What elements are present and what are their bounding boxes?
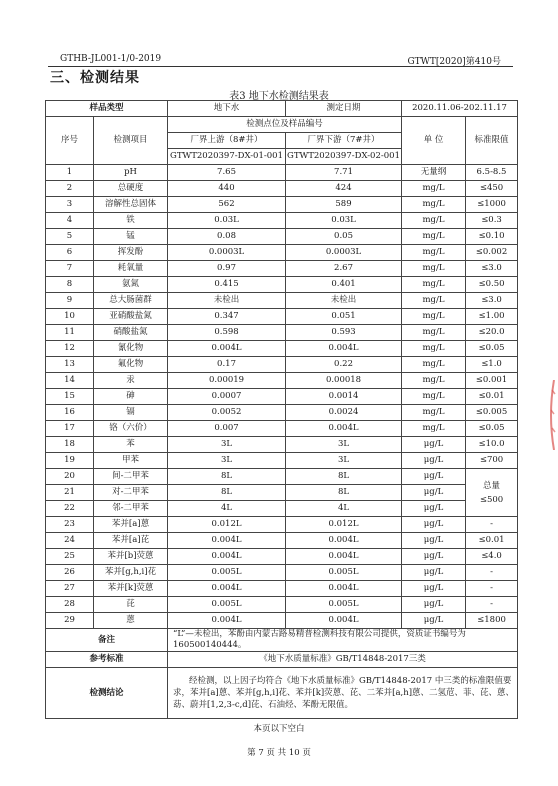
table-row	[46, 325, 518, 341]
row-limit: ≤1.0	[466, 357, 518, 373]
seq-header: 序号	[46, 117, 94, 165]
row-downstream-value: 0.012L	[286, 517, 402, 533]
row-item: 芘	[94, 597, 168, 613]
table-row	[46, 229, 518, 245]
row-unit: mg/L	[402, 197, 466, 213]
row-limit: 6.5-8.5	[466, 165, 518, 181]
limit-header: 标准限值	[466, 117, 518, 165]
row-upstream-value: 3L	[168, 437, 286, 453]
row-number: 21	[46, 485, 94, 501]
row-unit: μg/L	[402, 469, 466, 485]
row-number: 9	[46, 293, 94, 309]
row-unit: μg/L	[402, 501, 466, 517]
row-unit: mg/L	[402, 325, 466, 341]
table-row	[46, 197, 518, 213]
table-row	[46, 501, 518, 517]
table-row	[46, 373, 518, 389]
row-number: 2	[46, 181, 94, 197]
row-downstream-value: 0.0014	[286, 389, 402, 405]
row-item: 苯并[g,h,i]花	[94, 565, 168, 581]
test-date-label: 测定日期	[286, 101, 402, 117]
row-number: 5	[46, 229, 94, 245]
row-item: 甲苯	[94, 453, 168, 469]
conclusion-row	[46, 668, 518, 719]
row-number: 10	[46, 309, 94, 325]
row-upstream-value: 440	[168, 181, 286, 197]
row-limit: ≤450	[466, 181, 518, 197]
row-unit: mg/L	[402, 389, 466, 405]
row-unit: mg/L	[402, 229, 466, 245]
row-downstream-value: 3L	[286, 437, 402, 453]
report-number: GTWT[2020]第410号	[407, 57, 501, 67]
row-number: 28	[46, 597, 94, 613]
row-downstream-value: 8L	[286, 485, 402, 501]
page-number: 第 7 页 共 10 页	[247, 748, 311, 758]
row-limit: ≤0.10	[466, 229, 518, 245]
item-header: 检测项目	[94, 117, 168, 165]
sample-type-row	[46, 101, 518, 117]
row-downstream-value: 0.0024	[286, 405, 402, 421]
table-row	[46, 357, 518, 373]
row-unit: mg/L	[402, 341, 466, 357]
row-number: 14	[46, 373, 94, 389]
row-unit: μg/L	[402, 549, 466, 565]
row-unit: mg/L	[402, 213, 466, 229]
row-downstream-value: 0.004L	[286, 581, 402, 597]
row-number: 4	[46, 213, 94, 229]
row-upstream-value: 0.415	[168, 277, 286, 293]
row-item: 汞	[94, 373, 168, 389]
row-upstream-value: 0.004L	[168, 341, 286, 357]
row-upstream-value: 0.007	[168, 421, 286, 437]
row-unit: mg/L	[402, 245, 466, 261]
row-unit: mg/L	[402, 405, 466, 421]
sample-id-upstream: GTWT2020397-DX-01-001	[168, 149, 286, 165]
row-item: 砷	[94, 389, 168, 405]
row-unit: 无量纲	[402, 165, 466, 181]
row-limit: ≤0.50	[466, 277, 518, 293]
row-upstream-value: 4L	[168, 501, 286, 517]
row-downstream-value: 0.593	[286, 325, 402, 341]
row-number: 18	[46, 437, 94, 453]
table-row	[46, 597, 518, 613]
row-limit: ≤1800	[466, 613, 518, 629]
row-limit: ≤0.002	[466, 245, 518, 261]
blank-below-note: 本页以下空白	[253, 724, 305, 734]
row-unit: μg/L	[402, 597, 466, 613]
row-upstream-value: 0.004L	[168, 533, 286, 549]
sample-id-downstream: GTWT2020397-DX-02-001	[286, 149, 402, 165]
remark-text: “L”—未检出，苯酚由内蒙古路易精普检测科技有限公司提供，资质证书编号为160500140444。	[168, 629, 518, 652]
table-row	[46, 181, 518, 197]
table-row	[46, 421, 518, 437]
table-row	[46, 261, 518, 277]
table-caption: 表3 地下水检测结果表	[229, 91, 329, 102]
row-item: 亚硝酸盐氮	[94, 309, 168, 325]
row-limit: ≤3.0	[466, 261, 518, 277]
row-limit: ≤10.0	[466, 437, 518, 453]
row-item: 总大肠菌群	[94, 293, 168, 309]
section-title: 三、检测结果	[50, 70, 140, 86]
row-unit: mg/L	[402, 373, 466, 389]
row-upstream-value: 0.005L	[168, 565, 286, 581]
row-item: 铁	[94, 213, 168, 229]
row-unit: mg/L	[402, 261, 466, 277]
row-number: 17	[46, 421, 94, 437]
row-upstream-value: 0.004L	[168, 581, 286, 597]
row-number: 8	[46, 277, 94, 293]
row-item: 铬（六价）	[94, 421, 168, 437]
xylene-limit-label: 总量	[483, 480, 501, 491]
row-number: 1	[46, 165, 94, 181]
row-item: 硝酸盐氮	[94, 325, 168, 341]
row-unit: μg/L	[402, 613, 466, 629]
remark-label: 备注	[46, 629, 168, 652]
row-downstream-value: 3L	[286, 453, 402, 469]
row-downstream-value: 0.05	[286, 229, 402, 245]
results-table	[45, 100, 518, 719]
row-number: 15	[46, 389, 94, 405]
row-upstream-value: 0.012L	[168, 517, 286, 533]
table-row	[46, 565, 518, 581]
row-limit: ≤700	[466, 453, 518, 469]
points-header: 检测点位及样品编号	[168, 117, 402, 133]
row-number: 26	[46, 565, 94, 581]
row-number: 13	[46, 357, 94, 373]
row-downstream-value: 0.005L	[286, 565, 402, 581]
row-downstream-value: 未检出	[286, 293, 402, 309]
row-item: 对-二甲苯	[94, 485, 168, 501]
point-downstream: 厂界下游（7#井）	[286, 133, 402, 149]
row-item: 苯并[a]芘	[94, 533, 168, 549]
table-row	[46, 405, 518, 421]
row-number: 11	[46, 325, 94, 341]
table-row	[46, 213, 518, 229]
xylene-total-limit	[466, 469, 518, 517]
sample-type-label: 样品类型	[46, 101, 168, 117]
row-item: 溶解性总固体	[94, 197, 168, 213]
row-limit: ≤0.001	[466, 373, 518, 389]
row-number: 7	[46, 261, 94, 277]
row-downstream-value: 0.0003L	[286, 245, 402, 261]
table-row	[46, 517, 518, 533]
row-upstream-value: 0.97	[168, 261, 286, 277]
row-limit: ≤0.01	[466, 389, 518, 405]
row-number: 16	[46, 405, 94, 421]
table-row	[46, 245, 518, 261]
row-upstream-value: 0.0052	[168, 405, 286, 421]
row-item: 邻-二甲苯	[94, 501, 168, 517]
row-item: 镉	[94, 405, 168, 421]
row-downstream-value: 424	[286, 181, 402, 197]
row-upstream-value: 562	[168, 197, 286, 213]
row-unit: μg/L	[402, 517, 466, 533]
row-item: 挥发酚	[94, 245, 168, 261]
row-downstream-value: 0.004L	[286, 549, 402, 565]
row-downstream-value: 0.004L	[286, 421, 402, 437]
row-downstream-value: 0.401	[286, 277, 402, 293]
row-limit: ≤0.01	[466, 533, 518, 549]
row-unit: mg/L	[402, 293, 466, 309]
table-row	[46, 277, 518, 293]
row-unit: mg/L	[402, 421, 466, 437]
table-row	[46, 581, 518, 597]
row-upstream-value: 8L	[168, 469, 286, 485]
table-row	[46, 453, 518, 469]
row-limit: -	[466, 597, 518, 613]
table-row	[46, 549, 518, 565]
row-downstream-value: 2.67	[286, 261, 402, 277]
row-upstream-value: 0.598	[168, 325, 286, 341]
seal-stamp-edge	[546, 380, 556, 450]
sample-type-value: 地下水	[168, 101, 286, 117]
row-downstream-value: 0.004L	[286, 613, 402, 629]
table-row	[46, 165, 518, 181]
row-limit: -	[466, 517, 518, 533]
row-unit: μg/L	[402, 533, 466, 549]
row-number: 22	[46, 501, 94, 517]
row-downstream-value: 0.00018	[286, 373, 402, 389]
row-upstream-value: 未检出	[168, 293, 286, 309]
row-limit: -	[466, 565, 518, 581]
row-unit: mg/L	[402, 309, 466, 325]
row-upstream-value: 0.17	[168, 357, 286, 373]
row-unit: μg/L	[402, 565, 466, 581]
row-number: 23	[46, 517, 94, 533]
row-upstream-value: 0.004L	[168, 549, 286, 565]
row-item: 间-二甲苯	[94, 469, 168, 485]
table-row	[46, 341, 518, 357]
row-item: 氰化物	[94, 341, 168, 357]
row-number: 27	[46, 581, 94, 597]
row-upstream-value: 0.00019	[168, 373, 286, 389]
row-upstream-value: 0.0003L	[168, 245, 286, 261]
reference-text: 《地下水质量标准》GB/T14848-2017三类	[168, 652, 518, 668]
reference-label: 参考标准	[46, 652, 168, 668]
row-number: 3	[46, 197, 94, 213]
row-number: 24	[46, 533, 94, 549]
row-downstream-value: 7.71	[286, 165, 402, 181]
row-limit: ≤0.3	[466, 213, 518, 229]
row-unit: μg/L	[402, 581, 466, 597]
row-upstream-value: 0.08	[168, 229, 286, 245]
row-number: 12	[46, 341, 94, 357]
row-downstream-value: 0.03L	[286, 213, 402, 229]
table-row	[46, 437, 518, 453]
reference-row	[46, 652, 518, 668]
row-item: 苯并[k]荧蒽	[94, 581, 168, 597]
row-downstream-value: 0.004L	[286, 533, 402, 549]
row-item: 蒽	[94, 613, 168, 629]
test-date-value: 2020.11.06-202.11.17	[402, 101, 518, 117]
row-downstream-value: 4L	[286, 501, 402, 517]
conclusion-text: 经检测，以上因子均符合《地下水质量标准》GB/T14848-2017 中三类的标准限值要求，苯并[a]蒽、苯并[g,h,i]花、苯并[k]荧蒽、芘、二苯并[a,h]蒽、二氢苊、菲、芘、蒽、苭、蔚并[1,2,3-c,d]芘、石油烃、苯酚无限值。	[168, 668, 518, 719]
data-rows	[46, 165, 518, 629]
row-unit: μg/L	[402, 453, 466, 469]
row-number: 6	[46, 245, 94, 261]
table-row	[46, 389, 518, 405]
row-upstream-value: 0.0007	[168, 389, 286, 405]
table-row	[46, 469, 518, 485]
row-limit: ≤20.0	[466, 325, 518, 341]
row-limit: ≤1.00	[466, 309, 518, 325]
row-downstream-value: 589	[286, 197, 402, 213]
row-item: 耗氧量	[94, 261, 168, 277]
row-limit: ≤4.0	[466, 549, 518, 565]
table-row	[46, 309, 518, 325]
table-row	[46, 533, 518, 549]
row-limit: ≤1000	[466, 197, 518, 213]
remark-row	[46, 629, 518, 652]
row-item: 氨氮	[94, 277, 168, 293]
unit-header: 单 位	[402, 117, 466, 165]
table-row	[46, 485, 518, 501]
row-upstream-value: 0.004L	[168, 613, 286, 629]
row-upstream-value: 3L	[168, 453, 286, 469]
row-unit: μg/L	[402, 485, 466, 501]
row-unit: mg/L	[402, 277, 466, 293]
row-downstream-value: 0.005L	[286, 597, 402, 613]
row-limit: ≤0.05	[466, 421, 518, 437]
row-limit: ≤0.05	[466, 341, 518, 357]
row-upstream-value: 0.03L	[168, 213, 286, 229]
row-item: pH	[94, 165, 168, 181]
xylene-limit-value: ≤500	[479, 494, 504, 505]
row-upstream-value: 8L	[168, 485, 286, 501]
row-limit: -	[466, 581, 518, 597]
row-downstream-value: 8L	[286, 469, 402, 485]
row-upstream-value: 0.005L	[168, 597, 286, 613]
row-unit: μg/L	[402, 437, 466, 453]
row-item: 氟化物	[94, 357, 168, 373]
row-number: 29	[46, 613, 94, 629]
row-item: 苯并[a]蒽	[94, 517, 168, 533]
row-downstream-value: 0.051	[286, 309, 402, 325]
row-limit: ≤3.0	[466, 293, 518, 309]
point-upstream: 厂界上游（8#井）	[168, 133, 286, 149]
row-number: 25	[46, 549, 94, 565]
row-item: 锰	[94, 229, 168, 245]
row-limit: ≤0.005	[466, 405, 518, 421]
table-row	[46, 293, 518, 309]
row-item: 总硬度	[94, 181, 168, 197]
row-item: 苯	[94, 437, 168, 453]
row-unit: mg/L	[402, 357, 466, 373]
row-unit: mg/L	[402, 181, 466, 197]
document-code: GTHB-JL001-1/0-2019	[60, 54, 162, 64]
header-row	[46, 117, 518, 133]
row-item: 苯并[b]荧蒽	[94, 549, 168, 565]
table-row	[46, 613, 518, 629]
row-number: 19	[46, 453, 94, 469]
row-downstream-value: 0.004L	[286, 341, 402, 357]
row-number: 20	[46, 469, 94, 485]
row-upstream-value: 7.65	[168, 165, 286, 181]
row-downstream-value: 0.22	[286, 357, 402, 373]
conclusion-label: 检测结论	[46, 668, 168, 719]
row-upstream-value: 0.347	[168, 309, 286, 325]
